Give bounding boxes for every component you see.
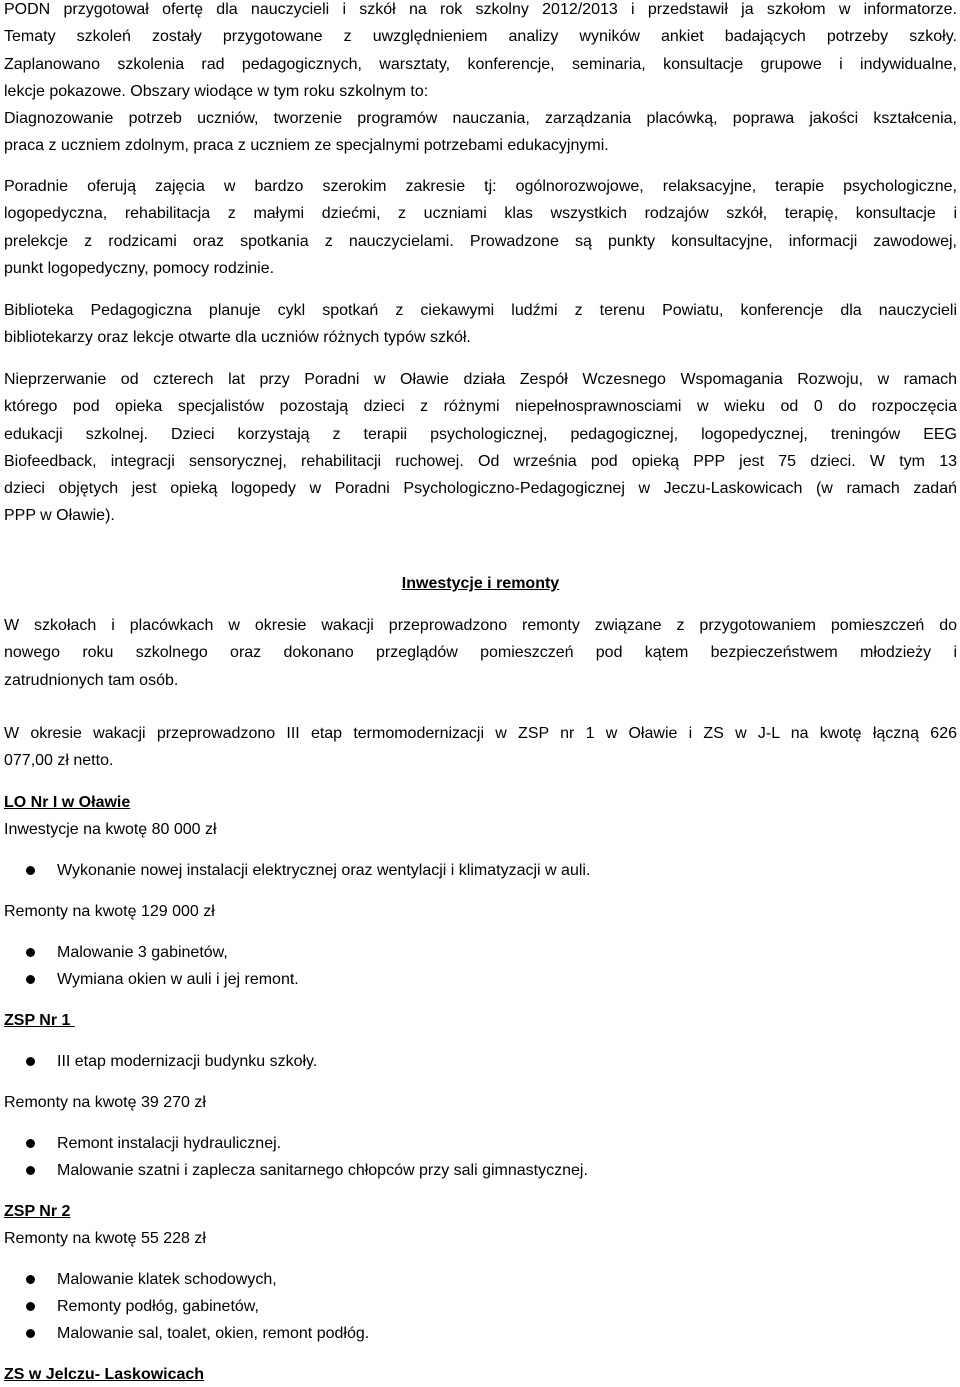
bullet-icon xyxy=(26,975,35,984)
bullet-icon xyxy=(26,948,35,957)
zs-jl-title: ZS w Jelczu- Laskowicach xyxy=(4,1366,205,1383)
bullet-icon xyxy=(26,866,35,875)
biblioteka-paragraph xyxy=(4,297,957,352)
poradnie-paragraph xyxy=(4,173,957,282)
termomodernizacja-paragraph xyxy=(4,720,957,775)
text-line: Tematy szkoleń zostały przygotowane z uwzględnieniem analizy wyników ankiet badających potrzeby szkoły. xyxy=(4,28,957,46)
text-line: praca z uczniem zdolnym, praca z uczniem ze specjalnymi potrzebami edukacyjnymi. xyxy=(4,137,609,155)
lo1-title: LO Nr I w Oławie xyxy=(4,794,131,811)
bullet-icon xyxy=(26,1139,35,1148)
text-line: edukacji szkolnej. Dzieci korzystają z terapii psychologicznej, pedagogicznej, logopedycznej, treningów EEG xyxy=(4,425,957,443)
section-heading: Inwestycje i remonty xyxy=(401,575,560,592)
intro-paragraph xyxy=(4,0,957,160)
zsp2-title: ZSP Nr 2 xyxy=(4,1203,71,1220)
zespol-paragraph xyxy=(4,366,957,530)
text-line: Biofeedback, integracji sensorycznej, rehabilitacji ruchowej. Od września pod opieką PPP jest 75 dzieci. W tym 13 xyxy=(4,452,957,470)
text-line: 077,00 zł netto. xyxy=(4,752,114,770)
bullet-icon xyxy=(26,1329,35,1338)
text-line: Zaplanowano szkolenia rad pedagogicznych, warsztaty, konferencje, seminaria, konsultacje grupowe i indywidualne, xyxy=(4,55,957,73)
text-line: zatrudnionych tam osób. xyxy=(4,671,179,689)
text-line: punkt logopedyczny, pomocy rodzinie. xyxy=(4,259,275,277)
text-line: Nieprzerwanie od czterech lat przy Poradni w Oławie działa Zespół Wczesnego Wspomagania Rozwoju, w ramach xyxy=(4,371,957,388)
text-line: W szkołach i placówkach w okresie wakacji przeprowadzono remonty związane z przygotowaniem pomieszczeń do xyxy=(4,617,957,634)
lo1-repairs-label: Remonty na kwotę 129 000 zł xyxy=(4,903,215,920)
zsp2-repairs-label: Remonty na kwotę 55 228 zł xyxy=(4,1230,206,1247)
text-line: Poradnie oferują zajęcia w bardzo szerokim zakresie tj: ogólnorozwojowe, relaksacyjne, terapie psychologiczne, xyxy=(4,178,957,195)
bullet-icon xyxy=(26,1302,35,1311)
text-line: W okresie wakacji przeprowadzono III etap termomodernizacji w ZSP nr 1 w Oławie i ZS w J-L na kwotę łączną 626 xyxy=(4,725,957,742)
zsp1-repairs-label: Remonty na kwotę 39 270 zł xyxy=(4,1094,206,1111)
bullet-icon xyxy=(26,1275,35,1284)
text-line: nowego roku szkolnego oraz dokonano przeglądów pomieszczeń pod kątem bezpieczeństwem młodzieży i xyxy=(4,644,957,662)
text-line: PPP w Oławie). xyxy=(4,507,115,525)
lo1-investments-label: Inwestycje na kwotę 80 000 zł xyxy=(4,821,217,838)
zsp1-title: ZSP Nr 1 xyxy=(4,1012,75,1029)
text-line: bibliotekarzy oraz lekcje otwarte dla uczniów różnych typów szkół. xyxy=(4,329,471,347)
bullet-icon xyxy=(26,1057,35,1066)
text-line: którego pod opieka specjalistów pozostają dzieci z różnymi niepełnosprawnosciami w wieku od 0 do rozpoczęcia xyxy=(4,398,957,416)
text-line: dzieci objętych jest opieką logopedy w Poradni Psychologiczno-Pedagogicznej w Jeczu-Laskowicach (w ramach zadań xyxy=(4,480,957,498)
bullet-icon xyxy=(26,1166,35,1175)
text-line: Diagnozowanie potrzeb uczniów, tworzenie programów nauczania, zarządzania placówką, poprawa jakości kształcenia, xyxy=(4,110,957,128)
text-line: PODN przygotował ofertę dla nauczycieli i szkół na rok szkolny 2012/2013 i przedstawił ja szkołom w informatorze. xyxy=(4,1,957,18)
text-line: Biblioteka Pedagogiczna planuje cykl spotkań z ciekawymi ludźmi z terenu Powiatu, konferencje dla nauczycieli xyxy=(4,302,957,319)
text-line: prelekcje z rodzicami oraz spotkania z nauczycielami. Prowadzone są punkty konsultacyjne, informacji zawodowej, xyxy=(4,232,957,250)
inwestycje-paragraph xyxy=(4,612,957,694)
text-line: lekcje pokazowe. Obszary wiodące w tym roku szkolnym to: xyxy=(4,82,429,100)
text-line: logopedyczna, rehabilitacja z małymi dziećmi, z uczniami klas wszystkich rodzajów szkół, terapię, konsultacje i xyxy=(4,205,957,223)
